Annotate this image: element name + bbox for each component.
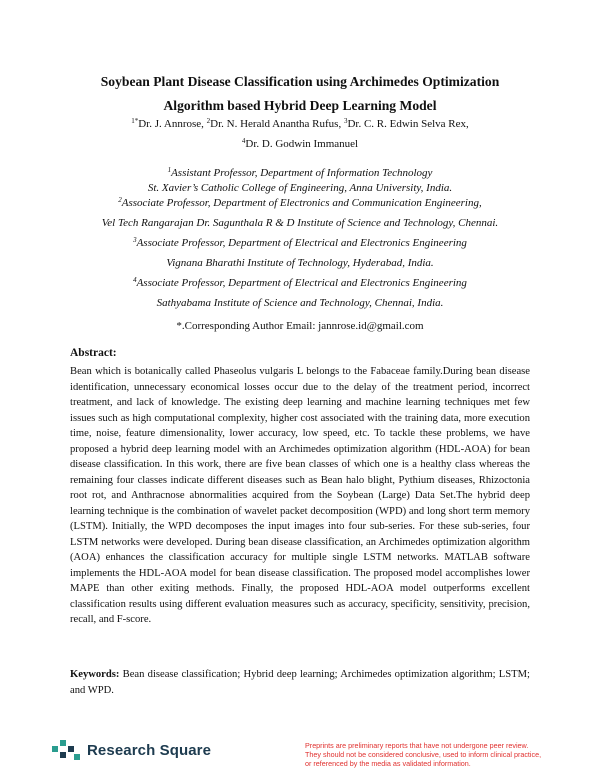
abstract-heading: Abstract: bbox=[70, 347, 117, 359]
author-1-sup: 1* bbox=[131, 117, 139, 125]
affiliation-4-line-1 bbox=[30, 276, 570, 290]
author-4: Dr. D. Godwin Immanuel bbox=[245, 138, 359, 150]
affiliation-2-sup: 2 bbox=[118, 196, 122, 204]
affiliation-3-sup: 3 bbox=[133, 236, 137, 244]
disclaimer-line-2: They should not be considered conclusive, used to inform clinical practice, bbox=[305, 750, 542, 759]
corresponding-author: *.Corresponding Author Email: jannrose.id@gmail.com bbox=[176, 320, 424, 332]
author-3: Dr. C. R. Edwin Selva Rex, bbox=[347, 118, 469, 130]
research-square-logo-icon bbox=[52, 738, 80, 762]
affiliation-2-dept: Associate Professor, Department of Electronics and Communication Engineering, bbox=[121, 197, 482, 209]
abstract-text: Bean which is botanically called Phaseolus vulgaris L belongs to the Fabaceae family.During bean disease identification, unnecessary economical losses occur due to the delay of the treatment period, incorrect treatment, and lack of knowledge. The existing deep learning and machine learning techniques met few issues such as high computational complexity, higher cost associated with the training data, more execution time, noise, feature dimensionality, lower accuracy, low speed, etc. To tackle these problems, we have proposed a hybrid deep learning model with an Archimedes optimization algorithm (HDL-AOA) for bean disease classification. In this work, there are five bean classes of which one is a healthy class whereas the remaining four classes indicate different diseases such as Bean halo blight, Pythium diseases, Rhizoctonia root rot, and Anthracnose abnormalities acquired from the Soybean (Large) Data Set.The hybrid deep learning technique is the combination of wavelet packet decomposition (WPD) and long short term memory (LSTM). Initially, the WPD decomposes the input images into four sub-series. For these sub-series, four LSTM networks were developed. During bean disease classification, an Archimedes optimization algorithm (AOA) enhances the classification accuracy for multiple single LSTM networks. MATLAB software implements the HDL-AOA model for bean disease classification. The proposed model accomplishes lower MAPE than other exiting methods. Finally, the proposed HDL-AOA model outperforms excellent classification results using different evaluation measures such as accuracy, specificity, sensitivity, precision, recall, and F-score. bbox=[70, 366, 530, 625]
keywords-label: Keywords: bbox=[70, 669, 120, 680]
disclaimer-line-3: or referenced by the media as validated information. bbox=[305, 759, 471, 768]
keywords-text: Bean disease classification; Hybrid deep learning; Archimedes optimization algorithm; LSTM; and WPD. bbox=[70, 669, 530, 696]
authors-line-2 bbox=[30, 137, 570, 151]
affiliation-1-dept: Assistant Professor, Department of Information Technology bbox=[171, 167, 433, 179]
title-line-1: Soybean Plant Disease Classification using Archimedes Optimization bbox=[100, 74, 500, 89]
research-square-footer[interactable] bbox=[52, 738, 211, 762]
affiliation-3-dept: Associate Professor, Department of Electrical and Electronics Engineering bbox=[136, 237, 467, 249]
brand-name: Research Square bbox=[87, 741, 212, 759]
affiliation-1-line-2: St. Xavier’s Catholic College of Engineering, Anna University, India. bbox=[147, 182, 453, 194]
author-2-sup: 2 bbox=[206, 117, 211, 125]
affiliation-3-line-1 bbox=[30, 236, 570, 250]
disclaimer-line-1: Preprints are preliminary reports that have not undergone peer review. bbox=[305, 741, 529, 750]
author-1: Dr. J. Annrose, bbox=[138, 118, 207, 130]
preprint-disclaimer bbox=[305, 741, 590, 768]
keywords bbox=[70, 667, 530, 698]
affiliation-3-line-2: Vignana Bharathi Institute of Technology, Hyderabad, India. bbox=[166, 257, 434, 269]
affiliation-1-line-1 bbox=[30, 166, 570, 180]
title-line-2: Algorithm based Hybrid Deep Learning Model bbox=[163, 98, 437, 113]
authors-line-1 bbox=[30, 117, 570, 131]
affiliation-2-line-2: Vel Tech Rangarajan Dr. Sagunthala R & D Institute of Science and Technology, Chennai. bbox=[101, 217, 499, 229]
affiliation-4-dept: Associate Professor, Department of Electrical and Electronics Engineering bbox=[136, 277, 467, 289]
paper-title bbox=[40, 70, 560, 118]
affiliation-1-sup: 1 bbox=[167, 166, 172, 174]
affiliation-4-line-2: Sathyabama Institute of Science and Technology, Chennai, India. bbox=[156, 297, 444, 309]
affiliation-2-line-1 bbox=[30, 196, 570, 210]
author-4-sup: 4 bbox=[241, 137, 246, 145]
affiliation-4-sup: 4 bbox=[133, 276, 137, 284]
author-2: Dr. N. Herald Anantha Rufus, bbox=[210, 118, 344, 130]
author-3-sup: 3 bbox=[343, 117, 348, 125]
